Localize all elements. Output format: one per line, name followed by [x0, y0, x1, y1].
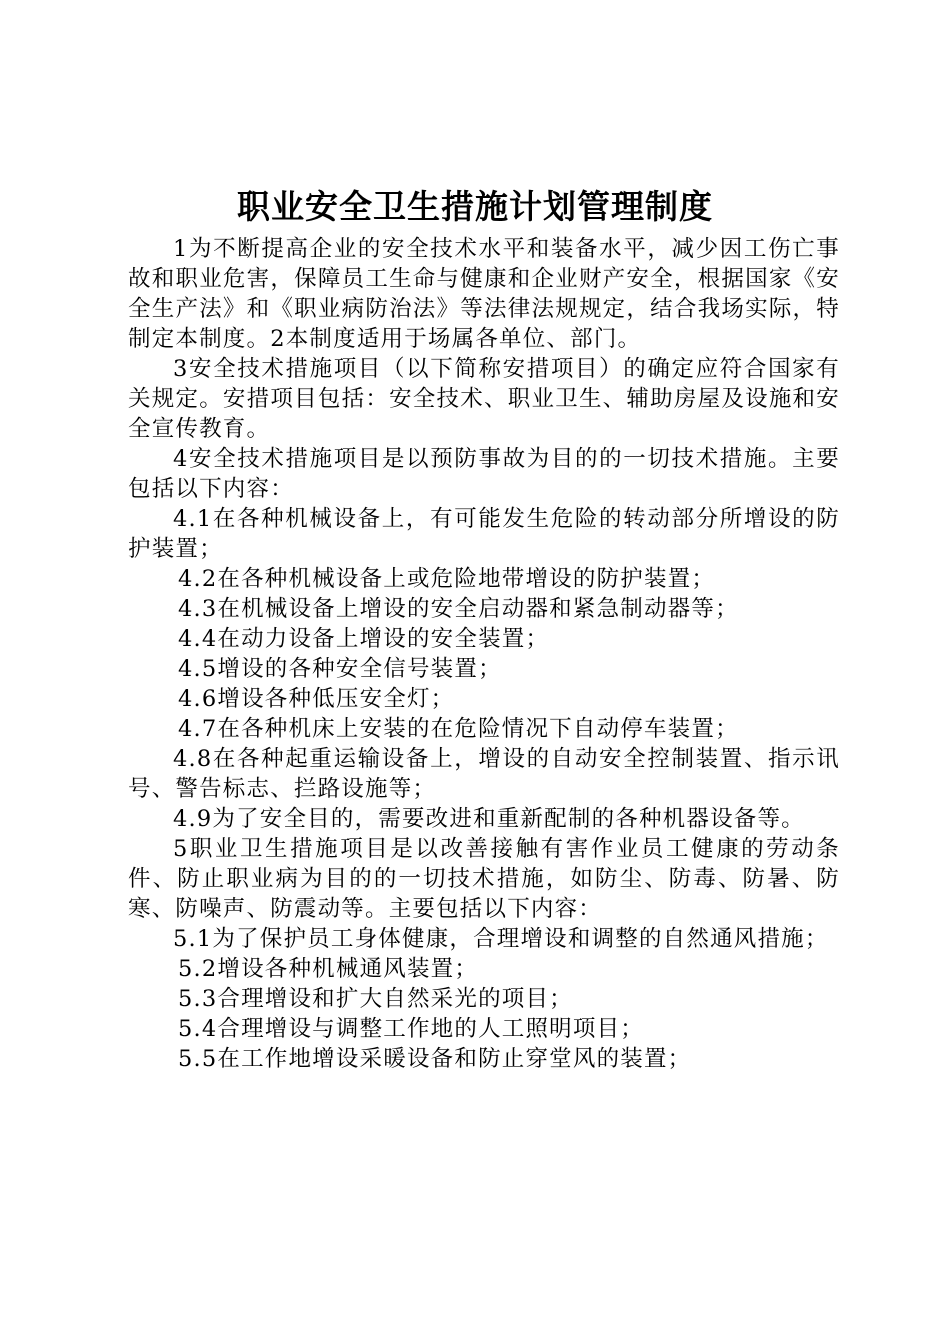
paragraph-3: 3安全技术措施项目（以下简称安措项目）的确定应符合国家有关规定。安措项目包括：安全技术、职业卫生、辅助房屋及设施和安全宣传教育。 [128, 356, 840, 442]
paragraph-4-5: 4.5增设的各种安全信号装置； [178, 656, 502, 682]
paragraph-4-7: 4.7在各种机床上安装的在危险情况下自动停车装置； [178, 716, 739, 742]
paragraph-4-8: 4.8在各种起重运输设备上，增设的自动安全控制装置、指示讯号、警告标志、拦路设施等； [128, 746, 840, 802]
paragraph-5-5: 5.5在工作地增设采暖设备和防止穿堂风的装置； [178, 1046, 692, 1072]
paragraph-5: 5职业卫生措施项目是以改善接触有害作业员工健康的劳动条件、防止职业病为目的的一切技术措施，如防尘、防毒、防暑、防寒、防噪声、防震动等。主要包括以下内容： [128, 836, 840, 922]
document-title: 职业安全卫生措施计划管理制度 [237, 187, 713, 226]
paragraph-4-4: 4.4在动力设备上增设的安全装置； [178, 626, 550, 652]
paragraph-4: 4安全技术措施项目是以预防事故为目的的一切技术措施。主要包括以下内容： [128, 446, 840, 502]
paragraph-5-2: 5.2增设各种机械通风装置； [178, 956, 479, 982]
paragraph-5-1: 5.1为了保护员工身体健康，合理增设和调整的自然通风措施； [173, 926, 829, 952]
paragraph-5-4: 5.4合理增设与调整工作地的人工照明项目； [178, 1016, 644, 1042]
paragraph-4-9: 4.9为了安全目的，需要改进和重新配制的各种机器设备等。 [173, 806, 805, 832]
document-body [128, 234, 840, 1074]
paragraph-4-2: 4.2在各种机械设备上或危险地带增设的防护装置； [178, 566, 716, 592]
paragraph-1: 1为不断提高企业的安全技术水平和装备水平，减少因工伤亡事故和职业危害，保障员工生命与健康和企业财产安全，根据国家《安全生产法》和《职业病防治法》等法律法规规定，结合我场实际，特制定本制度。2本制度适用于场属各单位、部门。 [128, 236, 840, 352]
paragraph-4-6: 4.6增设各种低压安全灯； [178, 686, 455, 712]
paragraph-4-3: 4.3在机械设备上增设的安全启动器和紧急制动器等； [178, 596, 739, 622]
paragraph-5-3: 5.3合理增设和扩大自然采光的项目； [178, 986, 573, 1012]
paragraph-4-1: 4.1在各种机械设备上，有可能发生危险的转动部分所增设的防护装置； [128, 506, 840, 562]
